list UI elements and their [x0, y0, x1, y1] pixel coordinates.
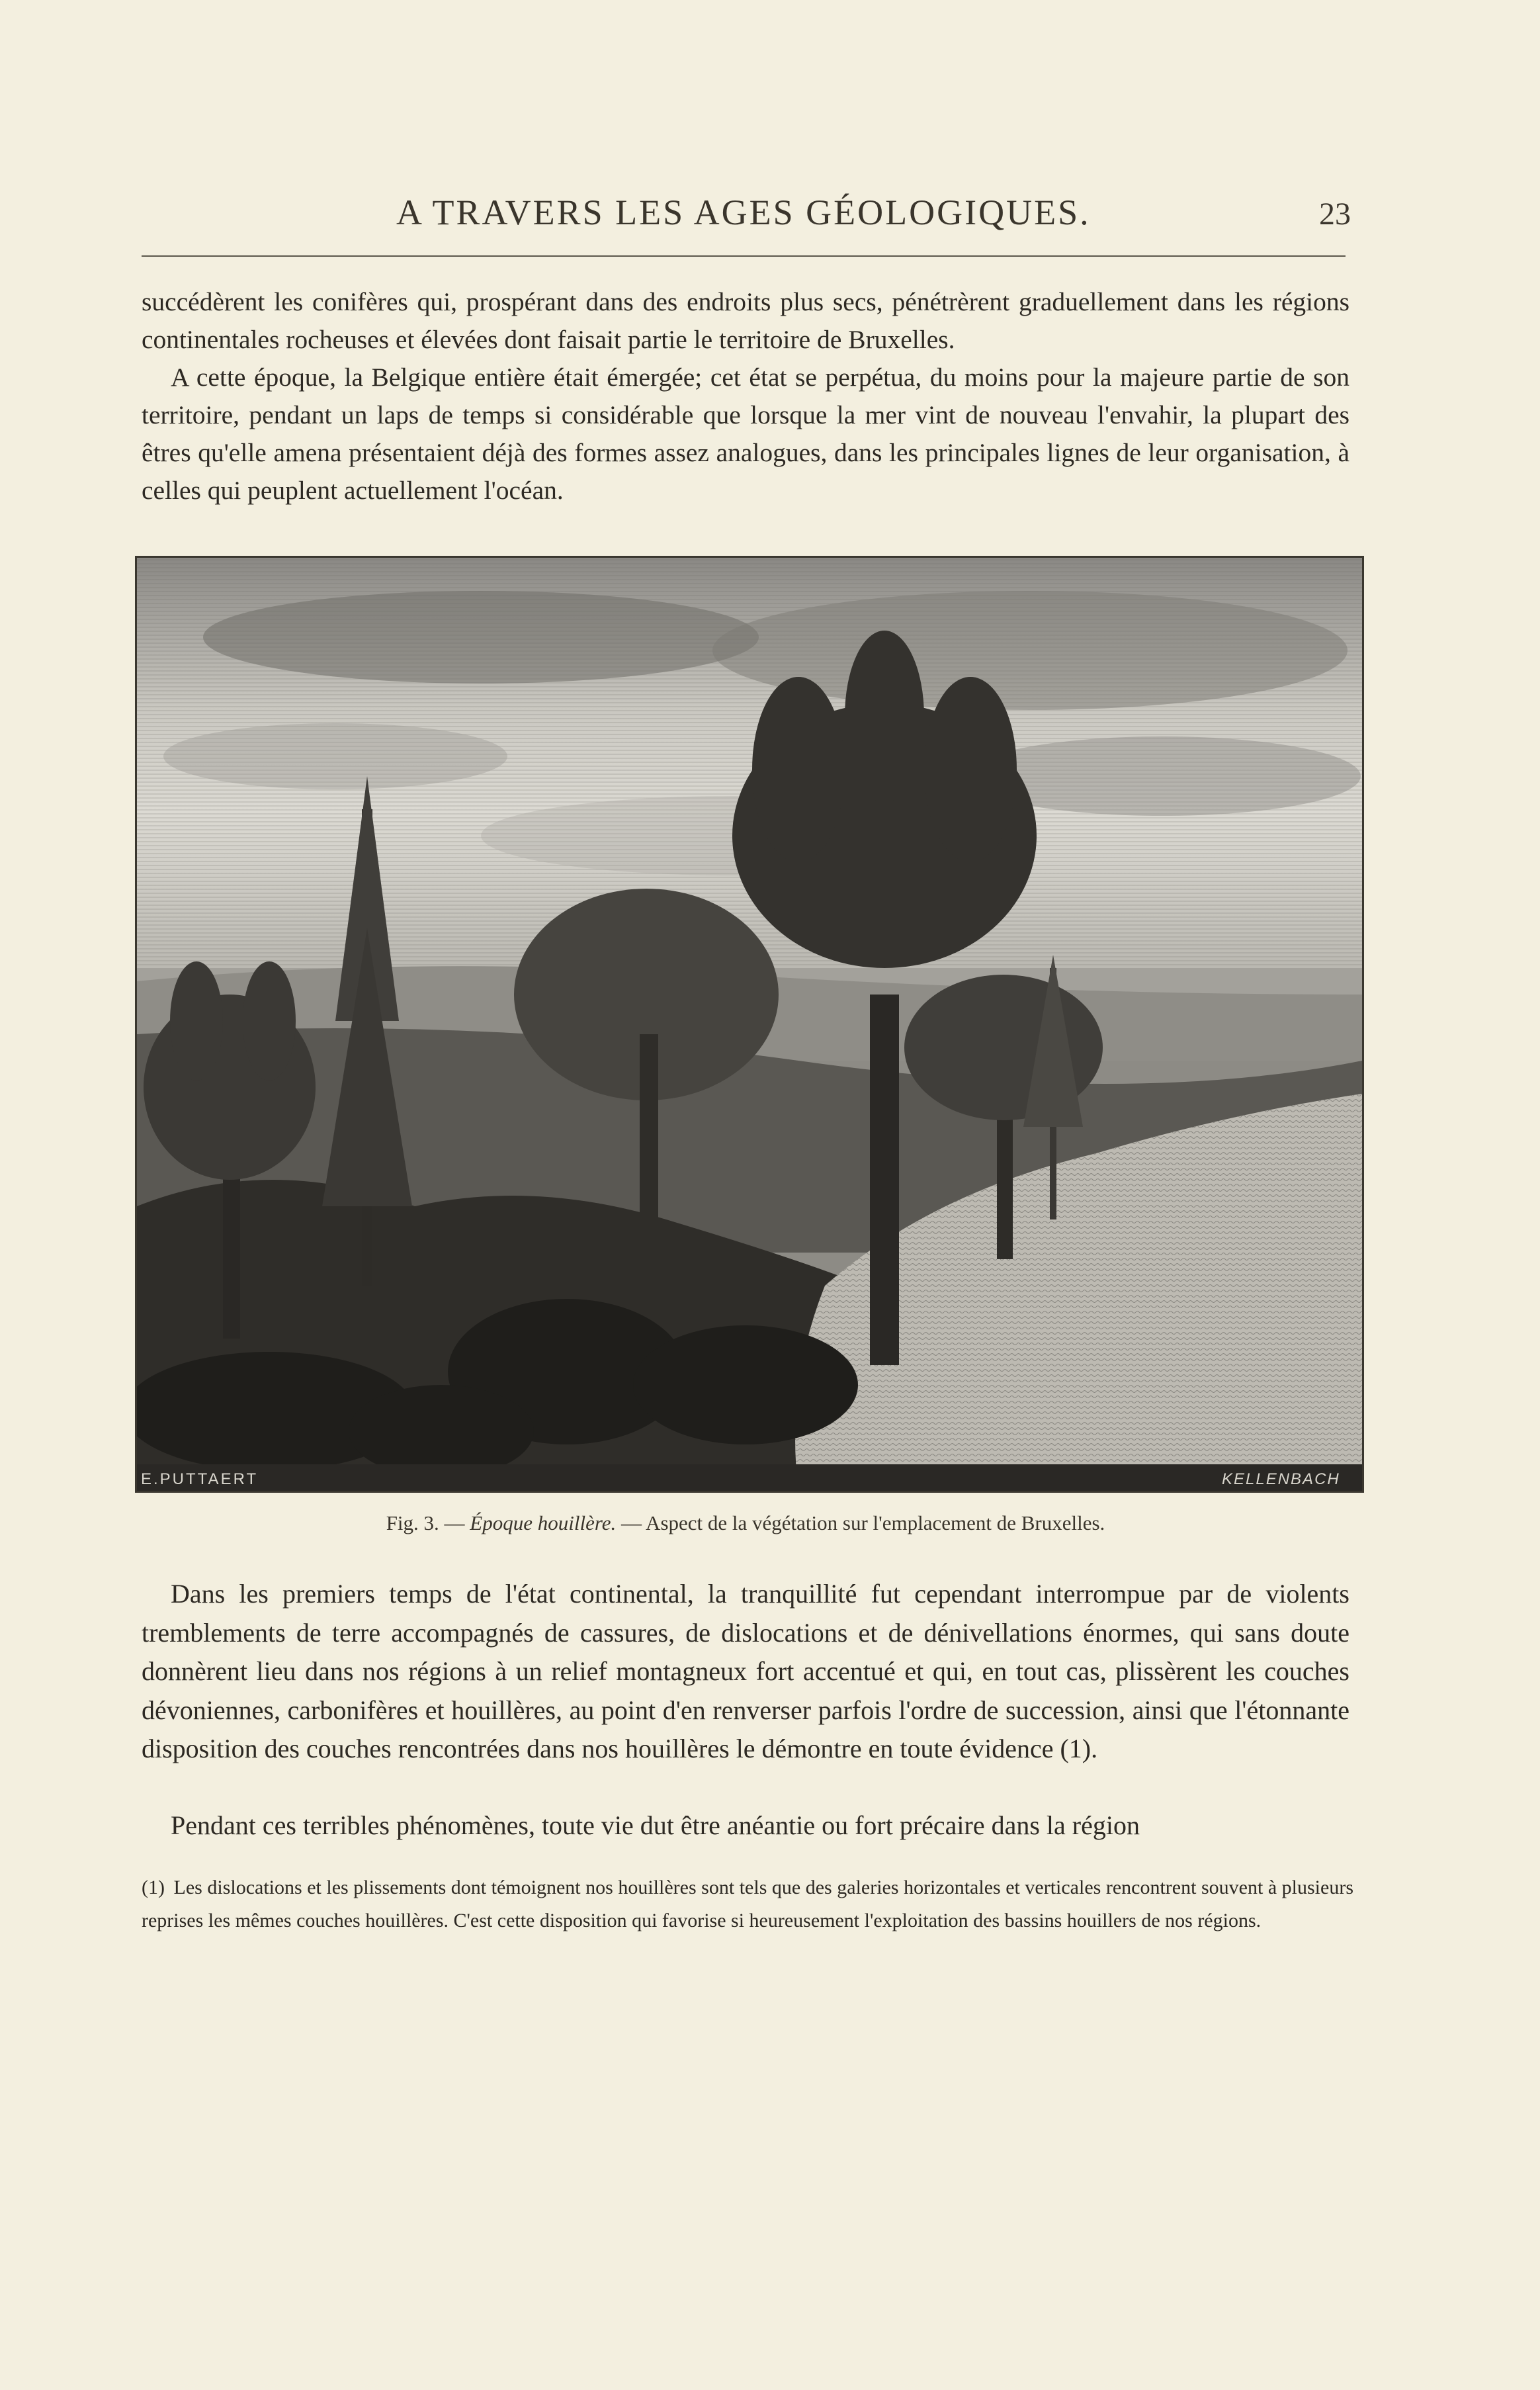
footnote-text: Les dislocations et les plissements dont témoignent nos houillères sont tels que des galeries horizontales et verticales rencontrent souvent à plusieurs reprises les mêmes couches houillères. C'est cette disposition qui favorise si heureusement l'exploitation des bassins houillers de nos régions.: [142, 1877, 1354, 1931]
footnote-marker: (1): [142, 1877, 165, 1898]
running-title: A TRAVERS LES AGES GÉOLOGIQUES.: [396, 193, 1091, 232]
caption-prefix: Fig. 3. —: [386, 1511, 470, 1534]
page-number: 23: [1319, 197, 1351, 232]
paragraph-3: Dans les premiers temps de l'état continental, la tranquillité fut cependant interrompue par de violents tremblements de terre accompagnés de cassures, de dislocations et de dénivellations énormes, qui sans doute donnèrent lieu dans nos régions à un relief montagneux fort accentué et qui, en tout cas, plissèrent les couches dévoniennes, carbonifères et houillères, au point d'en renverser parfois l'ordre de succession, ainsi que l'étonnante disposition des couches rencontrées dans nos houillères le démontre en toute évidence (1).: [142, 1579, 1349, 1763]
engraving-illustration: [135, 556, 1364, 1493]
header-rule: [142, 255, 1346, 257]
figure-caption: [142, 1511, 1349, 1535]
engraver-signature-right: KELLENBACH: [1222, 1470, 1340, 1488]
caption-suffix: — Aspect de la végétation sur l'emplacement de Bruxelles.: [616, 1511, 1105, 1534]
paragraph-1: succédèrent les conifères qui, prospérant dans des endroits plus secs, pénétrèrent graduellement dans les régions continentales rocheuses et élevées dont faisait partie le territoire de Bruxelles.: [142, 287, 1349, 354]
paragraph-2: A cette époque, la Belgique entière était émergée; cet état se perpétua, du moins pour la majeure partie de son territoire, pendant un laps de temps si considérable que lorsque la mer vint de nouveau l'envahir, la plupart des êtres qu'elle amena présentaient déjà des formes assez analogues, dans les principales lignes de leur organisation, à celles qui peuplent actuellement l'océan.: [142, 363, 1349, 505]
paragraph-4: Pendant ces terribles phénomènes, toute vie dut être anéantie ou fort précaire dans la région: [171, 1810, 1140, 1840]
coal-age-landscape-engraving: [137, 558, 1362, 1491]
engraver-signature-left: E.PUTTAERT: [141, 1470, 259, 1488]
caption-italic: Époque houillère.: [470, 1511, 617, 1534]
footnote: [142, 1871, 1353, 1937]
running-head: [142, 185, 1357, 245]
